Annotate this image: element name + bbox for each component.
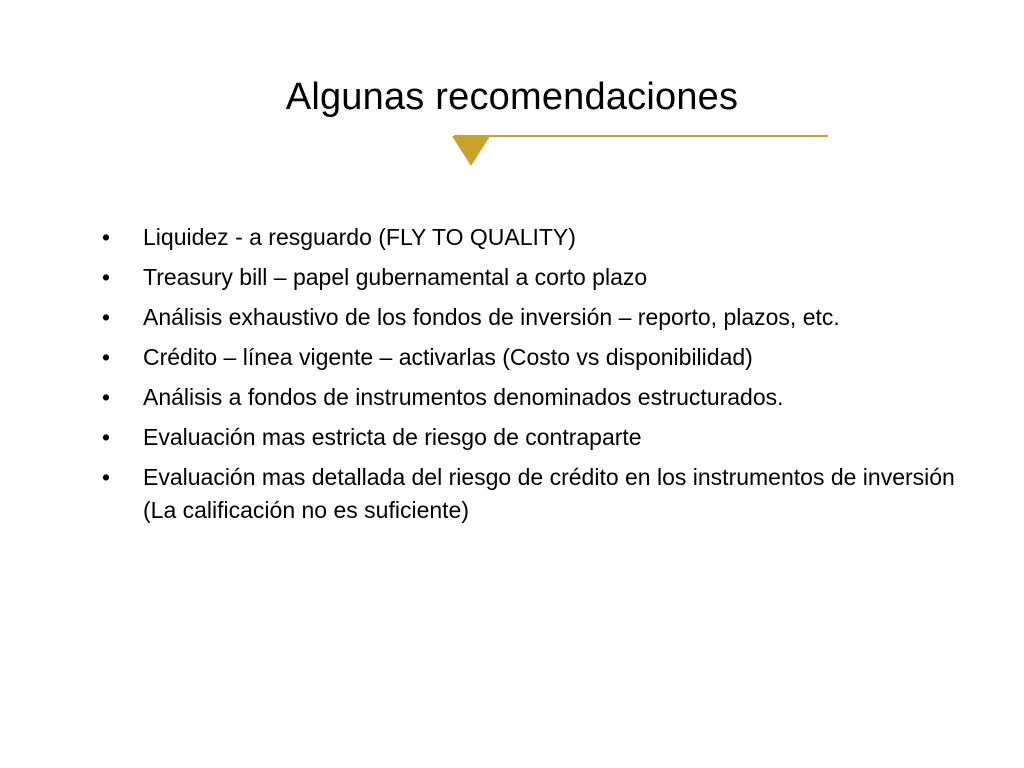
triangle-marker-icon [452, 136, 490, 166]
bullet-dot-icon: • [102, 344, 111, 370]
bullet-dot-icon: • [102, 424, 111, 450]
bullet-dot-icon: • [102, 224, 111, 250]
bullet-item-liquidez [98, 221, 968, 254]
bullet-text: Evaluación mas estricta de riesgo de contraparte [143, 424, 642, 450]
bullet-text: Análisis exhaustivo de los fondos de inversión – reporto, plazos, etc. [143, 304, 840, 330]
bullet-dot-icon: • [102, 384, 111, 410]
bullet-item-analisis-fondos [98, 301, 968, 334]
slide-title: Algunas recomendaciones [285, 76, 739, 118]
bullet-text: Análisis a fondos de instrumentos denominados estructurados. [143, 384, 784, 410]
bullet-item-estructurados [98, 381, 968, 414]
bullet-list [98, 221, 968, 534]
bullet-text: Crédito – línea vigente – activarlas (Costo vs disponibilidad) [143, 344, 753, 370]
bullet-item-riesgo-credito [98, 461, 968, 527]
bullet-dot-icon: • [102, 304, 111, 330]
bullet-item-contraparte [98, 421, 968, 454]
title-divider-line [454, 135, 828, 137]
bullet-dot-icon: • [102, 464, 111, 490]
bullet-text: Evaluación mas detallada del riesgo de crédito en los instrumentos de inversión (La calificación no es suficiente) [143, 464, 955, 523]
bullet-item-treasury-bill [98, 261, 968, 294]
bullet-text: Treasury bill – papel gubernamental a corto plazo [143, 264, 648, 290]
bullet-dot-icon: • [102, 264, 111, 290]
bullet-text: Liquidez - a resguardo (FLY TO QUALITY) [143, 224, 576, 250]
bullet-item-credito [98, 341, 968, 374]
